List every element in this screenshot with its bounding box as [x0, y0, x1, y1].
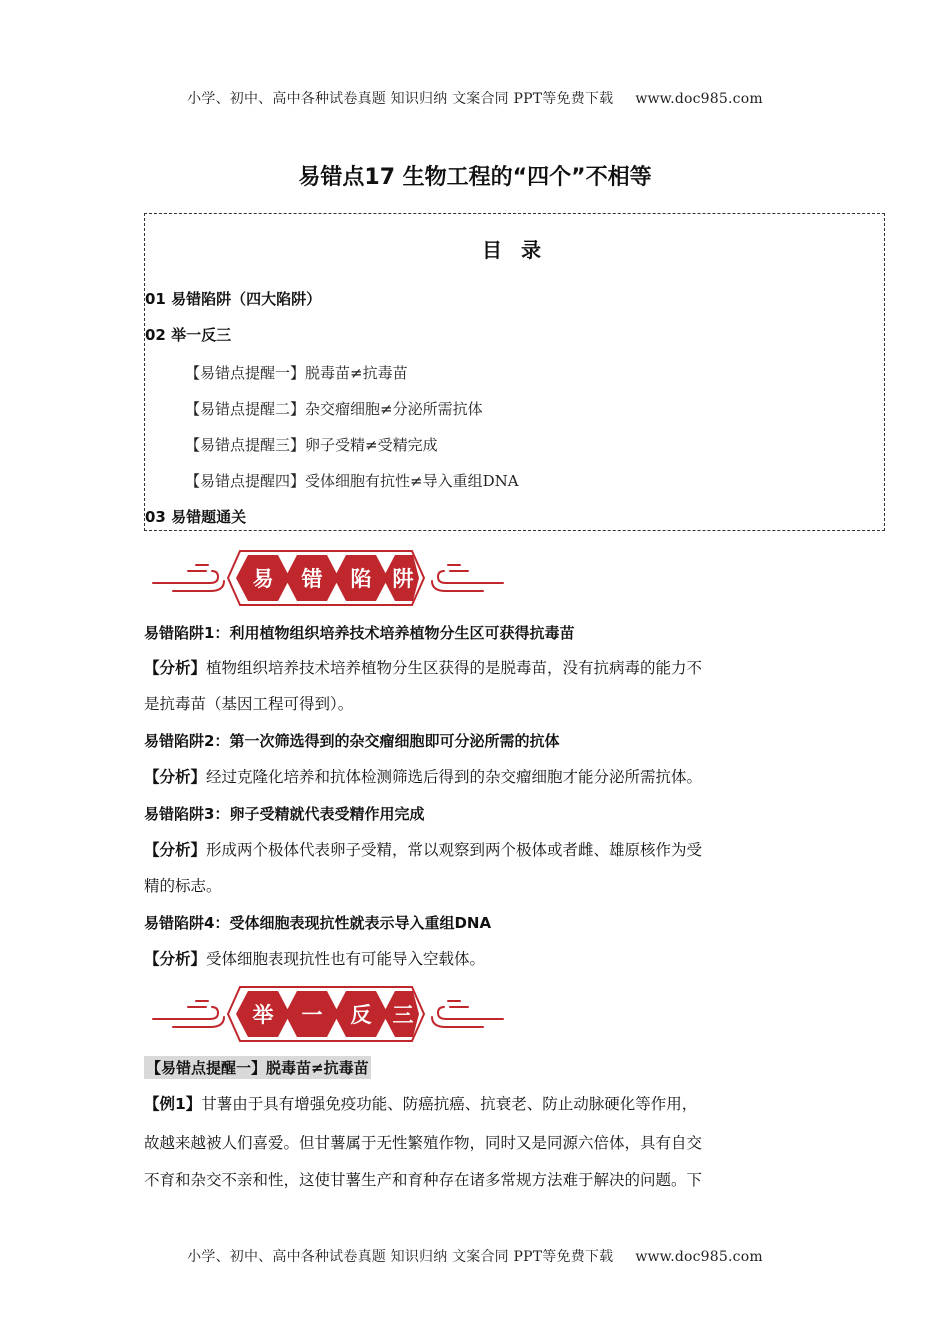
page-header — [0, 88, 950, 108]
banner-char-1: 举 — [252, 1003, 274, 1027]
analysis-text: 经过克隆化培养和抗体检测筛选后得到的杂交瘤细胞才能分泌所需抗体。 — [206, 768, 703, 786]
trap-1-analysis-cont: 是抗毒苗（基因工程可得到）。 — [144, 695, 354, 713]
trap-4-analysis — [144, 949, 844, 969]
traps-banner — [148, 545, 508, 611]
banner-char-2: 错 — [301, 567, 323, 591]
analysis-text: 植物组织培养技术培养植物分生区获得的是脱毒苗，没有抗病毒的能力不 — [206, 659, 703, 677]
toc-section-1[interactable]: 01 易错陷阱（四大陷阱） — [145, 290, 322, 308]
banner-char-4: 三 — [392, 1003, 414, 1027]
header-text: 小学、初中、高中各种试卷真题 知识归纳 文案合同 PPT等免费下载 — [187, 91, 614, 107]
banner-left-ornament — [153, 1001, 224, 1027]
toc-section-3[interactable]: 03 易错题通关 — [145, 508, 247, 526]
trap-4-heading: 易错陷阱4：受体细胞表现抗性就表示导入重组DNA — [144, 914, 492, 932]
footer-site[interactable]: www.doc985.com — [635, 1249, 763, 1265]
document-title: 易错点17 生物工程的“四个”不相等 — [298, 165, 652, 190]
toc-item-4[interactable]: 【易错点提醒四】受体细胞有抗性≠导入重组DNA — [185, 472, 519, 490]
analysis-tag: 【分析】 — [144, 841, 207, 859]
banner-char-3: 陷 — [350, 567, 372, 591]
analysis-tag: 【分析】 — [144, 768, 207, 786]
trap-1-analysis — [144, 658, 844, 678]
analysis-text: 受体细胞表现抗性也有可能导入空载体。 — [206, 950, 486, 968]
banner-right-ornament — [432, 565, 503, 591]
toc-heading: 目 录 — [482, 238, 547, 262]
table-of-contents — [144, 213, 885, 531]
example-1-line-1 — [144, 1094, 844, 1114]
example-1-line-2: 故越来越被人们喜爱。但甘薯属于无性繁殖作物，同时又是同源六倍体，具有自交 — [144, 1134, 703, 1152]
toc-item-2[interactable]: 【易错点提醒二】杂交瘤细胞≠分泌所需抗体 — [185, 400, 483, 418]
toc-item-3[interactable]: 【易错点提醒三】卵子受精≠受精完成 — [185, 436, 438, 454]
tip-1-heading: 【易错点提醒一】脱毒苗≠抗毒苗 — [144, 1056, 371, 1079]
analysis-tag: 【分析】 — [144, 950, 207, 968]
toc-item-1[interactable]: 【易错点提醒一】脱毒苗≠抗毒苗 — [185, 364, 408, 382]
analysis-tag: 【分析】 — [144, 659, 207, 677]
banner-char-3: 反 — [350, 1003, 372, 1027]
page-footer — [0, 1246, 950, 1266]
header-site[interactable]: www.doc985.com — [635, 91, 763, 107]
banner-char-2: 一 — [301, 1003, 323, 1027]
banner-char-4: 阱 — [392, 567, 414, 591]
toc-section-2[interactable]: 02 举一反三 — [145, 326, 232, 344]
trap-3-analysis — [144, 840, 844, 860]
examples-banner — [148, 981, 508, 1047]
banner-char-1: 易 — [252, 567, 274, 591]
trap-3-analysis-cont: 精的标志。 — [144, 877, 222, 895]
example-text: 甘薯由于具有增强免疫功能、防癌抗癌、抗衰老、防止动脉硬化等作用， — [201, 1095, 698, 1113]
banner-left-ornament — [153, 565, 224, 591]
example-1-line-3: 不育和杂交不亲和性，这使甘薯生产和育种存在诸多常规方法难于解决的问题。下 — [144, 1171, 703, 1189]
example-tag: 【例1】 — [144, 1095, 202, 1113]
trap-1-heading: 易错陷阱1：利用植物组织培养技术培养植物分生区可获得抗毒苗 — [144, 624, 575, 642]
footer-text: 小学、初中、高中各种试卷真题 知识归纳 文案合同 PPT等免费下载 — [187, 1249, 614, 1265]
banner-right-ornament — [432, 1001, 503, 1027]
trap-3-heading: 易错陷阱3：卵子受精就代表受精作用完成 — [144, 805, 425, 823]
trap-2-analysis — [144, 767, 844, 787]
analysis-text: 形成两个极体代表卵子受精，常以观察到两个极体或者雌、雄原核作为受 — [206, 841, 703, 859]
trap-2-heading: 易错陷阱2：第一次筛选得到的杂交瘤细胞即可分泌所需的抗体 — [144, 732, 560, 750]
